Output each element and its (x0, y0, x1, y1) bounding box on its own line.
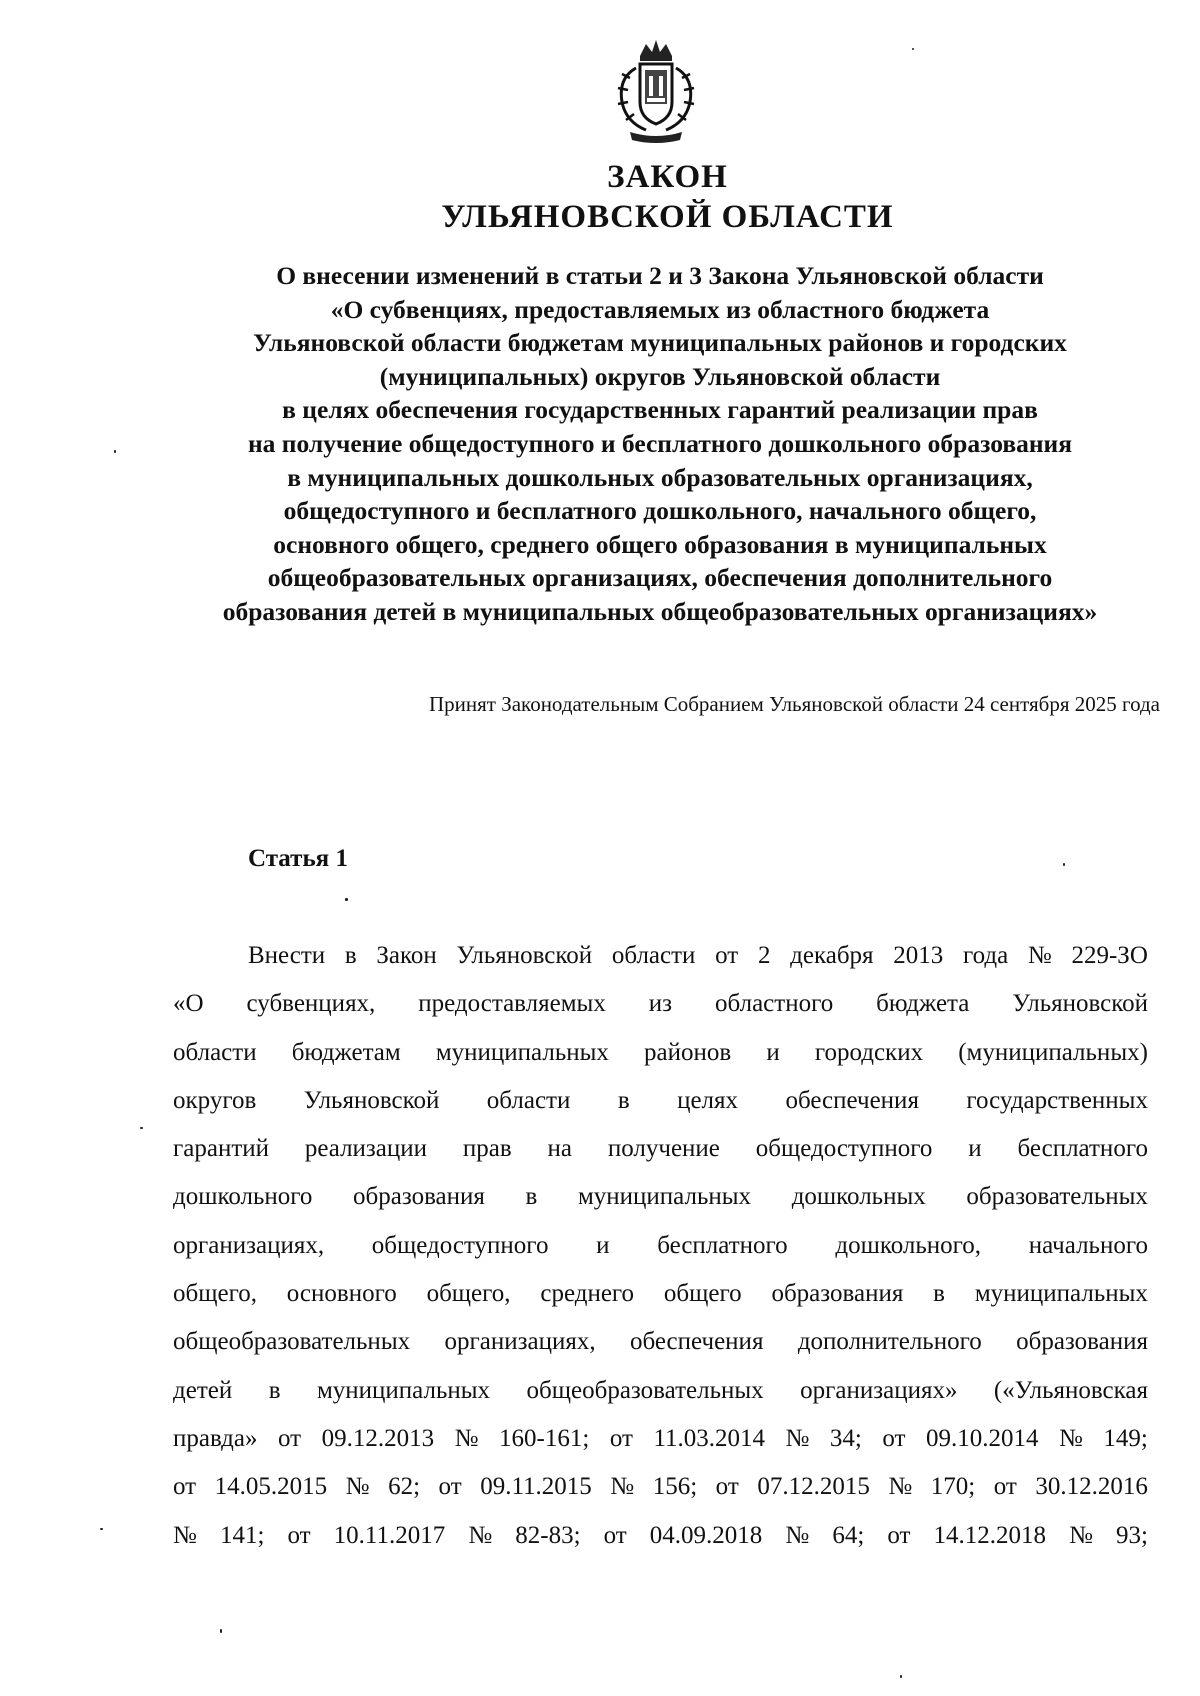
article-word: прав (462, 1135, 512, 1163)
article-word: муниципальных (435, 1038, 609, 1066)
article-word: бесплатного (1017, 1135, 1148, 1163)
article-line (173, 1029, 1148, 1077)
article-body (173, 932, 1148, 1560)
article-word: 04.09.2018 (649, 1521, 763, 1549)
article-word: области (486, 1086, 571, 1114)
scan-speck (114, 450, 116, 453)
article-word: 11.03.2014 (653, 1424, 766, 1452)
article-word: от (715, 942, 739, 969)
article-heading: Статья 1 (248, 845, 348, 872)
article-word: № (785, 1424, 810, 1452)
scan-speck (100, 1528, 103, 1530)
article-word: образования (1016, 1328, 1148, 1356)
article-word: 14.12.2018 (933, 1521, 1047, 1549)
article-word: от (887, 1521, 911, 1549)
article-word: дошкольных (791, 1183, 926, 1211)
article-word: года (962, 942, 1009, 969)
article-word: Внести (248, 942, 326, 969)
article-line (173, 1512, 1148, 1560)
law-name-line: общедоступного и бесплатного дошкольного, начального общего, (283, 496, 1037, 526)
article-word: 09.10.2014 (926, 1424, 1039, 1452)
article-word: в (344, 942, 357, 969)
law-name-line: (муниципальных) округов Ульяновской области (379, 361, 941, 391)
article-word: основного (286, 1280, 397, 1308)
article-word: от (438, 1473, 462, 1501)
article-word: и (766, 1038, 780, 1066)
article-word: предоставляемых (418, 990, 606, 1018)
article-word: бюджетам (291, 1038, 401, 1066)
article-word: получение (607, 1135, 720, 1163)
law-name-line: образования детей в муниципальных общеобразовательных организациях» (222, 596, 1098, 626)
article-word: правда» (173, 1424, 258, 1452)
article-word: № (468, 1521, 493, 1549)
article-word: 14.05.2015 (214, 1473, 328, 1501)
law-title-line-1: ЗАКОН (607, 159, 728, 195)
article-line (173, 1318, 1148, 1366)
article-word: районов (644, 1038, 732, 1066)
article-word: Ульяновской (456, 942, 593, 969)
article-word: № (345, 1473, 370, 1501)
article-word: общего (663, 1280, 742, 1308)
article-word: № (1059, 1424, 1083, 1452)
article-word: городских (814, 1038, 924, 1066)
article-word: № (173, 1521, 197, 1549)
article-word: области (173, 1038, 257, 1066)
law-name-line: Ульяновской области бюджетам муниципальных районов и городских (253, 328, 1067, 358)
article-word: обеспечения (629, 1328, 764, 1356)
article-word: и (596, 1231, 610, 1259)
article-word: (муниципальных) (958, 1038, 1148, 1066)
article-word: 229-ЗО (1071, 942, 1148, 969)
article-word: 82-83; (515, 1521, 581, 1549)
article-word: 10.11.2017 (333, 1521, 446, 1549)
article-word: от (882, 1424, 906, 1452)
article-word: («Ульяновская (993, 1376, 1148, 1404)
article-word: от (278, 1424, 302, 1452)
law-name (160, 259, 1160, 629)
law-name-line: О внесении изменений в статьи 2 и 3 Закона Ульяновской области (276, 261, 1044, 290)
article-word: гарантий (173, 1135, 270, 1163)
article-word: округов (173, 1086, 257, 1114)
article-word: целях (677, 1086, 739, 1114)
article-word: 149; (1103, 1424, 1148, 1452)
article-word: 2013 (893, 942, 944, 969)
article-word: 62; (388, 1473, 421, 1501)
scan-speck (912, 48, 914, 50)
article-word: начального (1028, 1231, 1148, 1259)
article-word: Ульяновской (1012, 990, 1148, 1018)
article-word: 156; (652, 1473, 698, 1501)
article-word: № (1027, 942, 1052, 969)
article-word: в (933, 1280, 945, 1308)
article-word: общего, (173, 1280, 257, 1308)
article-word: 141; (219, 1521, 265, 1549)
article-word: 09.12.2013 (321, 1424, 435, 1452)
law-name-line: в целях обеспечения государственных гарантий реализации прав (282, 395, 1038, 425)
article-word: 64; (832, 1521, 865, 1549)
article-word: от (993, 1473, 1017, 1501)
article-word: от (603, 1521, 627, 1549)
article-word: бесплатного (657, 1231, 788, 1259)
article-word: реализации (304, 1135, 428, 1163)
article-word: № (610, 1473, 635, 1501)
article-word: государственных (966, 1086, 1148, 1114)
article-word: обеспечения (785, 1086, 919, 1114)
law-title-line-2: УЛЬЯНОВСКОЙ ОБЛАСТИ (441, 199, 894, 235)
article-word: общедоступного (371, 1231, 549, 1259)
article-word: детей (173, 1376, 233, 1404)
article-word: бюджета (876, 990, 970, 1018)
article-word: дошкольного (173, 1183, 313, 1211)
article-word: № (454, 1424, 479, 1452)
article-word: образовательных (966, 1183, 1148, 1211)
article-word: «О (173, 990, 204, 1018)
article-line (173, 980, 1148, 1028)
article-word: муниципальных (577, 1183, 752, 1211)
article-word: областного (715, 990, 834, 1018)
scan-speck (220, 1629, 222, 1633)
article-line (173, 1415, 1148, 1463)
article-word: субвенциях, (246, 990, 376, 1018)
article-word: среднего (540, 1280, 635, 1308)
article-word: № (785, 1521, 810, 1549)
article-line (173, 1270, 1148, 1318)
article-word: общедоступного (755, 1135, 933, 1163)
article-word: декабря (790, 942, 874, 969)
article-line (173, 1077, 1148, 1125)
article-word: 34; (829, 1424, 862, 1452)
article-line (173, 1367, 1148, 1415)
article-word: общего, (426, 1280, 511, 1308)
scan-speck (140, 1127, 143, 1129)
article-word: Закон (376, 942, 437, 969)
article-line (173, 1125, 1148, 1173)
article-word: № (1069, 1521, 1093, 1549)
article-word: 93; (1116, 1521, 1148, 1549)
article-word: организациях, (444, 1328, 596, 1356)
article-line (173, 1463, 1148, 1511)
article-word: 09.11.2015 (480, 1473, 592, 1501)
law-name-line: в муниципальных дошкольных образовательных организациях, (287, 462, 1033, 492)
article-word: общеобразовательных (173, 1328, 411, 1356)
article-word: дошкольного, (835, 1231, 982, 1259)
article-word: и (968, 1135, 982, 1163)
law-name-line: «О субвенциях, предоставляемых из областного бюджета (330, 294, 990, 324)
article-word: организациях» (800, 1376, 958, 1404)
law-name-line: общеобразовательных организациях, обеспечения дополнительного (267, 563, 1053, 593)
article-word: в (268, 1376, 281, 1404)
article-line (173, 1222, 1148, 1270)
article-word: 160-161; (499, 1424, 590, 1452)
law-name-line: основного общего, среднего общего образования в муниципальных (273, 529, 1047, 559)
article-word: 07.12.2015 (757, 1473, 870, 1501)
article-word: на (547, 1135, 572, 1163)
article-word: Ульяновской (303, 1086, 440, 1114)
law-name-line: на получение общедоступного и бесплатного дошкольного образования (247, 428, 1073, 458)
article-word: муниципальных (316, 1376, 491, 1404)
article-word: от (609, 1424, 633, 1452)
article-word: муниципальных (974, 1280, 1148, 1308)
article-word: от (173, 1473, 197, 1501)
article-line (173, 932, 1148, 980)
article-word: от (715, 1473, 739, 1501)
coat-of-arms-icon (600, 38, 712, 150)
article-word: дополнительного (797, 1328, 982, 1356)
article-word: организациях, (173, 1231, 325, 1259)
scan-speck (1063, 863, 1065, 866)
article-word: из (648, 990, 673, 1018)
article-word: от (287, 1521, 311, 1549)
article-word: 170; (930, 1473, 976, 1501)
article-word: № (888, 1473, 913, 1501)
article-line (173, 1173, 1148, 1221)
scan-speck (900, 1675, 902, 1678)
scan-speck (345, 898, 348, 901)
article-word: 30.12.2016 (1035, 1473, 1148, 1501)
article-word: в (525, 1183, 538, 1211)
article-word: образования (771, 1280, 904, 1308)
article-word: в (617, 1086, 630, 1114)
article-word: общеобразовательных (526, 1376, 764, 1404)
article-word: 2 (757, 942, 771, 969)
article-word: образования (353, 1183, 485, 1211)
adoption-note: Принят Законодательным Собранием Ульяновской области 24 сентября 2025 года (428, 692, 1160, 716)
article-word: области (611, 942, 696, 969)
